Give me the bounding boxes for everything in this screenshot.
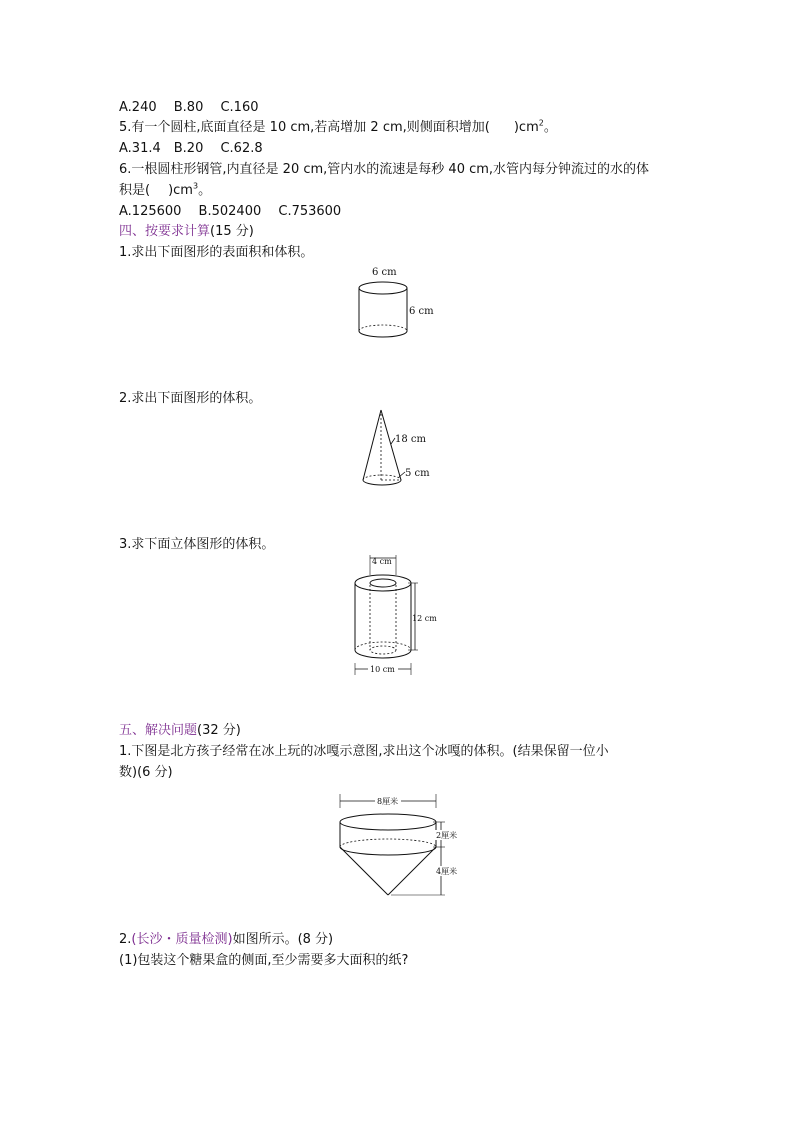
outer-diameter-label: 10 cm <box>370 665 395 674</box>
prob-2-sub1: (1)包装这个糖果盒的侧面,至少需要多大面积的纸? <box>119 953 409 968</box>
q6-text: 积是( <box>119 183 151 198</box>
cylinder-side-label: 6 cm <box>409 306 434 317</box>
section-4-title: 四、按要求计算 <box>119 224 211 239</box>
q5-options: A.31.4 B.20 C.62.8 <box>119 141 263 156</box>
spinning-top-figure <box>333 792 463 900</box>
calc-1-text: 1.求出下面图形的表面积和体积。 <box>119 245 314 260</box>
cone-radius-label: 5 cm <box>405 468 430 479</box>
cylinder-height-label: 2厘米 <box>436 831 458 840</box>
section-5-score: (32 分) <box>197 723 241 738</box>
prob-1-line2: 数)(6 分) <box>119 765 173 780</box>
inner-diameter-label: 4 cm <box>372 557 392 566</box>
hollow-cylinder-figure <box>348 551 448 681</box>
q5-close: )cm <box>513 120 539 135</box>
q5-end: 。 <box>543 120 557 135</box>
section-4-score: (15 分) <box>210 224 254 239</box>
q6-options: A.125600 B.502400 C.753600 <box>119 204 342 219</box>
q6-line2 <box>119 183 211 199</box>
section-5-heading <box>119 723 241 739</box>
prob-2-num: 2. <box>119 932 132 947</box>
cone-slant-label: 18 cm <box>395 434 426 445</box>
cone-figure <box>355 406 445 494</box>
prob-1-line1: 1.下图是北方孩子经常在冰上玩的冰嘎示意图,求出这个冰嘎的体积。(结果保留一位小 <box>119 744 609 759</box>
q6-line1: 6.一根圆柱形钢管,内直径是 20 cm,管内水的流速是每秒 40 cm,水管内每分钟流过的水的体 <box>119 162 650 177</box>
q6-close: )cm <box>168 183 193 198</box>
question-5 <box>119 120 557 136</box>
section-5-title: 五、解决问题 <box>119 723 198 738</box>
height-label: 12 cm <box>412 614 437 623</box>
q6-end: 。 <box>198 183 212 198</box>
section-4-heading <box>119 224 254 240</box>
prob-2-source: (长沙・质量检测) <box>131 932 233 947</box>
cylinder-top-label: 6 cm <box>372 267 397 278</box>
calc-3-text: 3.求下面立体图形的体积。 <box>119 537 275 552</box>
q5-sup: 2 <box>538 118 544 128</box>
prob-2-rest: 如图所示。(8 分) <box>232 932 334 947</box>
q6-sup: 3 <box>192 181 199 191</box>
cylinder-figure <box>350 263 440 347</box>
q4-options: A.240 B.80 C.160 <box>119 100 259 115</box>
width-label: 8厘米 <box>377 797 399 806</box>
calc-2-text: 2.求出下面图形的体积。 <box>119 391 262 406</box>
prob-2-heading <box>119 932 333 948</box>
q5-text: 5.有一个圆柱,底面直径是 10 cm,若高增加 2 cm,则侧面积增加( <box>119 120 490 135</box>
cone-height-label: 4厘米 <box>436 867 458 876</box>
